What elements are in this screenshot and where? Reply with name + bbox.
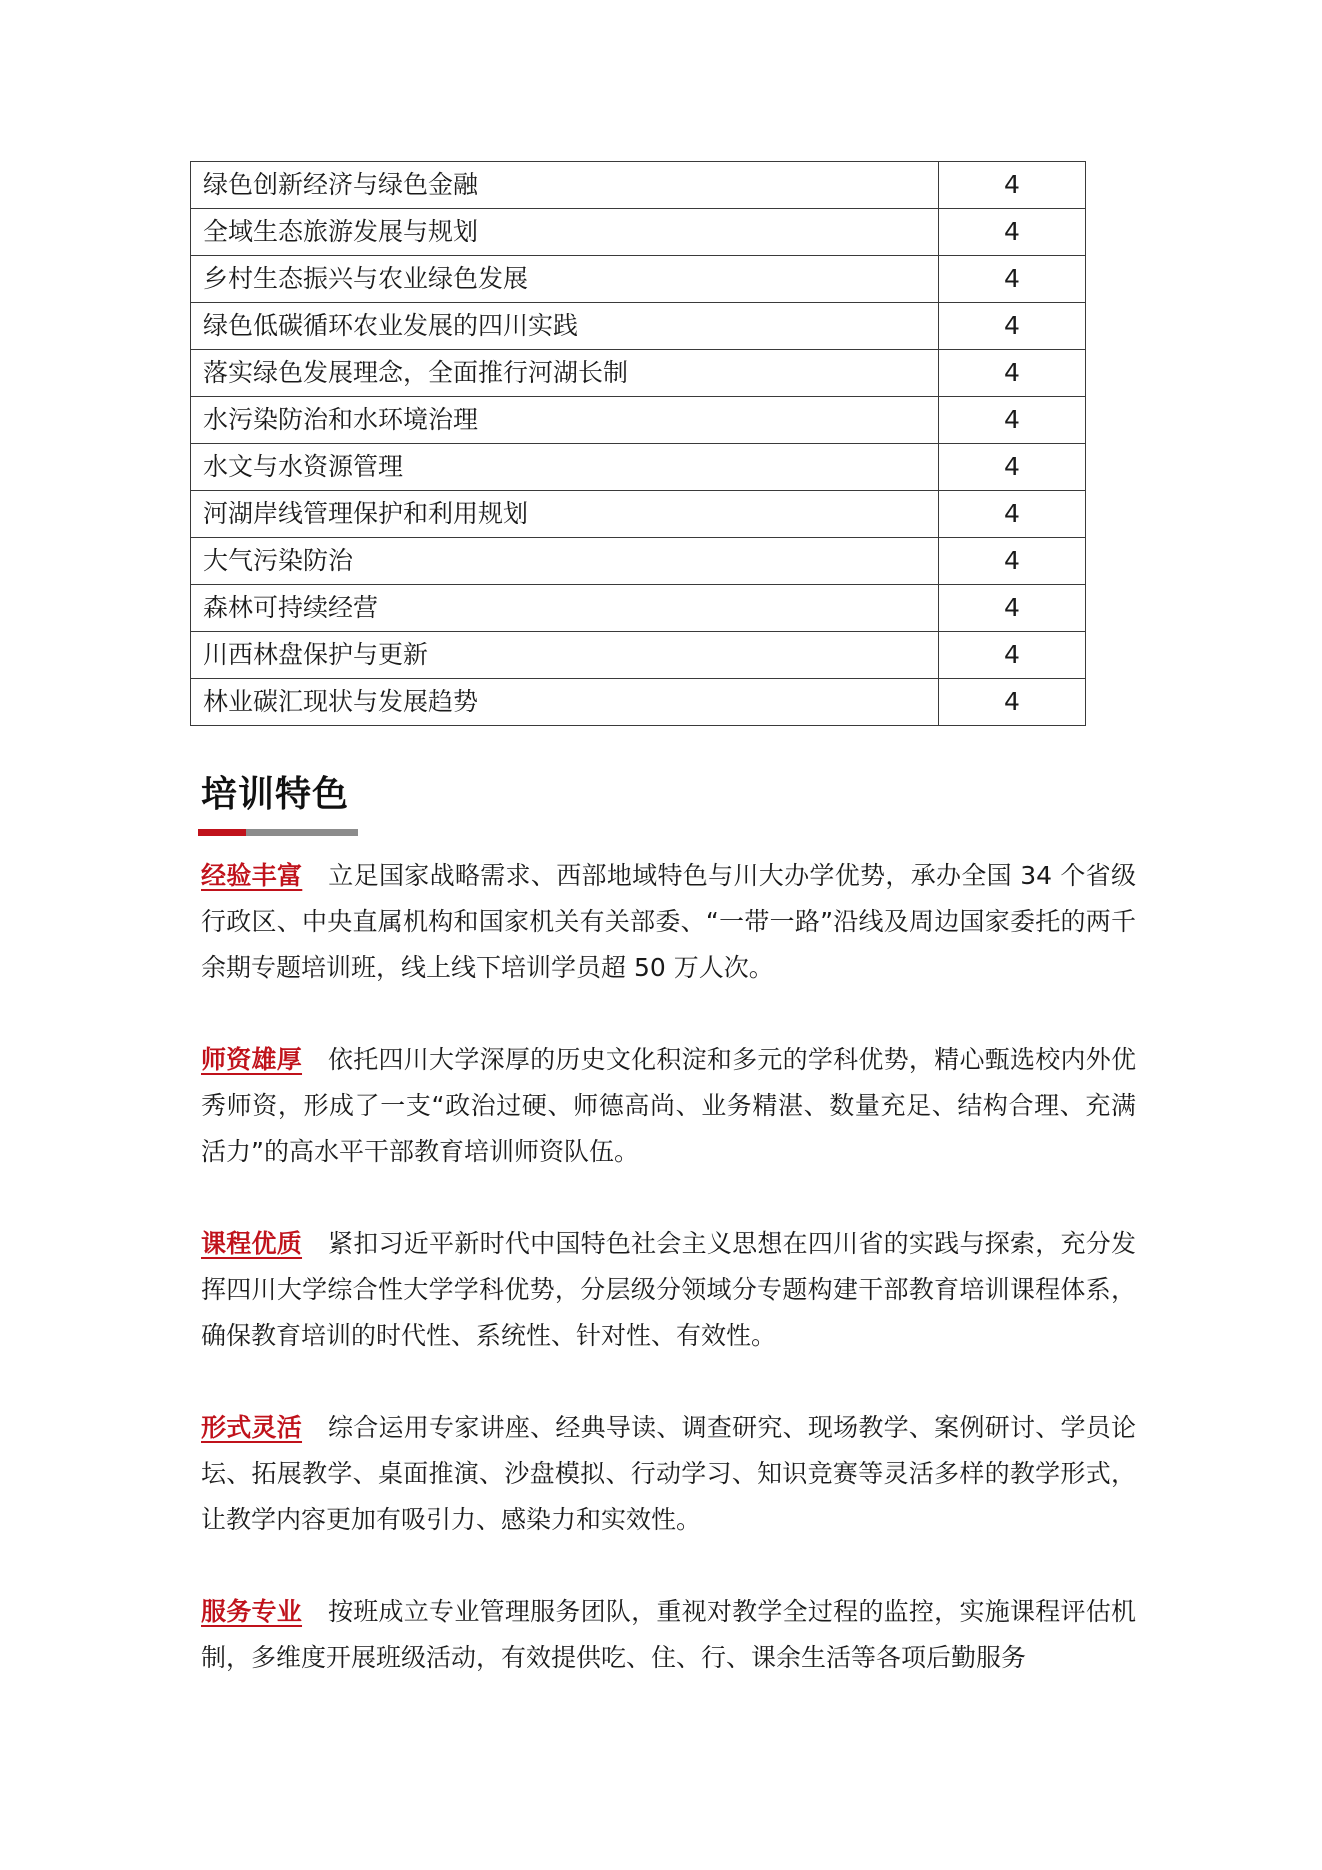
- feature-text: 紧扣习近平新时代中国特色社会主义思想在四川省的实践与探索，充分发挥四川大学综合性大学学科优势，分层级分领域分专题构建干部教育培训课程体系，确保教育培训的时代性、系统性、针对性、有效性。: [201, 1229, 1136, 1350]
- course-table-body: [191, 162, 1086, 726]
- feature-text: 综合运用专家讲座、经典导读、调查研究、现场教学、案例研讨、学员论坛、拓展教学、桌面推演、沙盘模拟、行动学习、知识竞赛等灵活多样的教学形式，让教学内容更加有吸引力、感染力和实效性。: [201, 1413, 1136, 1534]
- feature-label: 服务专业: [201, 1597, 303, 1626]
- feature-label: 课程优质: [201, 1229, 303, 1258]
- feature-paragraph-courses: [201, 1221, 1136, 1359]
- feature-label: 经验丰富: [201, 861, 303, 890]
- course-name: 绿色创新经济与绿色金融: [191, 162, 939, 209]
- course-name: 森林可持续经营: [191, 585, 939, 632]
- table-row: [191, 397, 1086, 444]
- table-row: [191, 444, 1086, 491]
- feature-text: 按班成立专业管理服务团队，重视对教学全过程的监控，实施课程评估机制，多维度开展班级活动，有效提供吃、住、行、课余生活等各项后勤服务: [201, 1597, 1136, 1672]
- course-name: 水污染防治和水环境治理: [191, 397, 939, 444]
- feature-text: 依托四川大学深厚的历史文化积淀和多元的学科优势，精心甄选校内外优秀师资，形成了一支“政治过硬、师德高尚、业务精湛、数量充足、结构合理、充满活力”的高水平干部教育培训师资队伍。: [201, 1045, 1136, 1166]
- feature-paragraph-faculty: [201, 1037, 1136, 1175]
- table-row: [191, 538, 1086, 585]
- table-row: [191, 585, 1086, 632]
- course-hours: 4: [939, 397, 1086, 444]
- course-table: [190, 161, 1086, 726]
- course-hours: 4: [939, 538, 1086, 585]
- course-hours: 4: [939, 632, 1086, 679]
- underline-accent-red: [198, 829, 246, 836]
- table-row: [191, 256, 1086, 303]
- table-row: [191, 209, 1086, 256]
- course-name: 大气污染防治: [191, 538, 939, 585]
- course-hours: 4: [939, 303, 1086, 350]
- course-name: 落实绿色发展理念，全面推行河湖长制: [191, 350, 939, 397]
- course-hours: 4: [939, 491, 1086, 538]
- course-hours: 4: [939, 585, 1086, 632]
- course-name: 河湖岸线管理保护和利用规划: [191, 491, 939, 538]
- feature-label: 师资雄厚: [201, 1045, 303, 1074]
- course-hours: 4: [939, 256, 1086, 303]
- feature-text: 立足国家战略需求、西部地域特色与川大办学优势，承办全国 34 个省级行政区、中央直属机构和国家机关有关部委、“一带一路”沿线及周边国家委托的两千余期专题培训班，线上线下培训学员超 50 万人次。: [201, 861, 1136, 982]
- course-name: 林业碳汇现状与发展趋势: [191, 679, 939, 726]
- course-hours: 4: [939, 679, 1086, 726]
- underline-accent-gray: [246, 829, 358, 836]
- feature-label: 形式灵活: [201, 1413, 303, 1442]
- feature-paragraph-format: [201, 1405, 1136, 1543]
- feature-paragraph-experience: [201, 853, 1136, 991]
- course-name: 全域生态旅游发展与规划: [191, 209, 939, 256]
- course-name: 乡村生态振兴与农业绿色发展: [191, 256, 939, 303]
- course-name: 绿色低碳循环农业发展的四川实践: [191, 303, 939, 350]
- section-title-underline: [198, 829, 358, 836]
- section-title: 培训特色: [201, 774, 350, 815]
- course-hours: 4: [939, 209, 1086, 256]
- course-hours: 4: [939, 444, 1086, 491]
- course-name: 水文与水资源管理: [191, 444, 939, 491]
- table-row: [191, 632, 1086, 679]
- table-row: [191, 679, 1086, 726]
- course-hours: 4: [939, 350, 1086, 397]
- table-row: [191, 303, 1086, 350]
- course-hours: 4: [939, 162, 1086, 209]
- table-row: [191, 162, 1086, 209]
- feature-paragraph-service: [201, 1589, 1136, 1681]
- course-name: 川西林盘保护与更新: [191, 632, 939, 679]
- table-row: [191, 491, 1086, 538]
- table-row: [191, 350, 1086, 397]
